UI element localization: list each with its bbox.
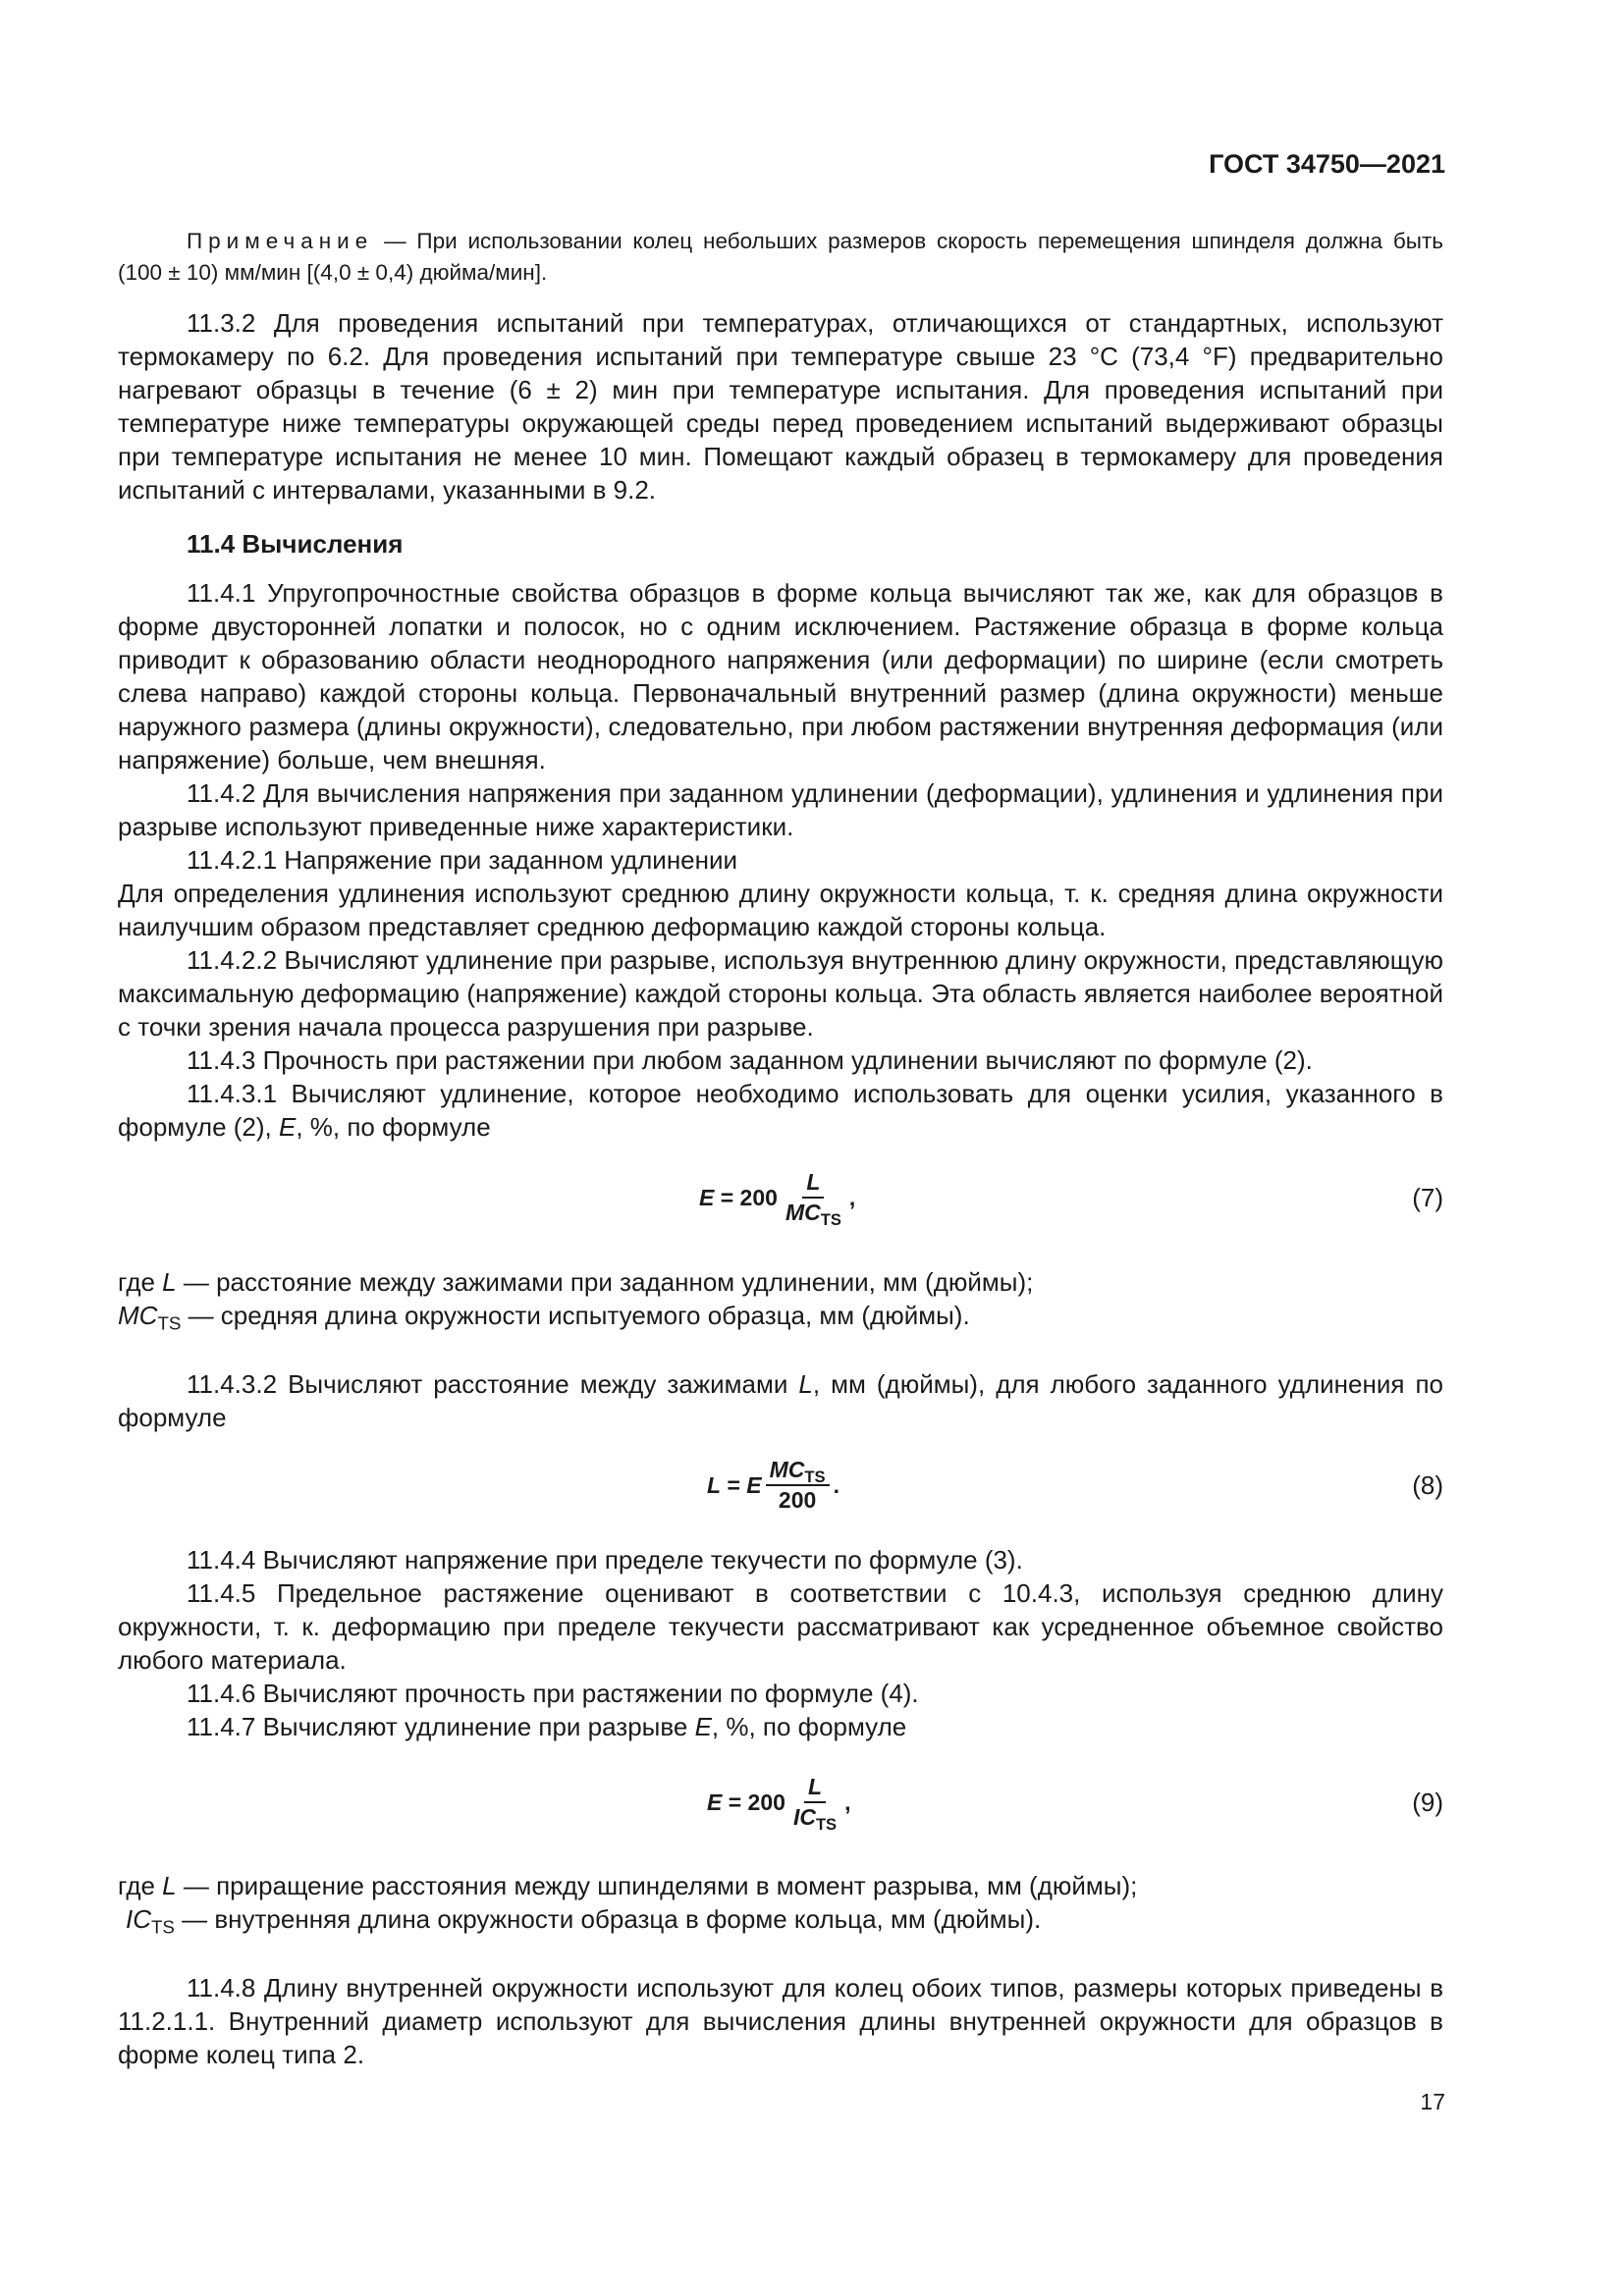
formula-9: [707, 1758, 850, 1846]
def-text: — приращение расстояния между шпинделями в момент разрыва, мм (дюймы);: [176, 1871, 1138, 1900]
formula-9-number: (9): [1412, 1787, 1443, 1817]
paragraph-11-4-3: 11.4.3 Прочность при растяжении при любом заданном удлинении вычисляют по формуле (2).: [187, 1045, 1313, 1075]
definition-l-increment: [118, 1869, 1137, 1902]
numerator: [802, 1169, 824, 1199]
fraction: [766, 1457, 830, 1514]
definition-mcts: [118, 1299, 970, 1332]
denominator-var: MC: [785, 1200, 821, 1225]
denominator-sub: TS: [815, 1814, 838, 1834]
def-symbol: MC: [118, 1301, 158, 1330]
formula-8-number: (8): [1412, 1469, 1443, 1500]
formula-equals: = 200: [722, 1789, 785, 1815]
paragraph-11-4-7: [118, 1710, 1443, 1743]
formula-7-row: [118, 1153, 1443, 1242]
formula-equals: = 200: [714, 1184, 778, 1210]
def-symbol: L: [162, 1871, 177, 1900]
text-run: , %, по формуле: [711, 1712, 907, 1741]
text-run: 11.4.3.2 Вычисляют расстояние между зажимами: [187, 1369, 799, 1399]
def-prefix: где: [118, 1871, 163, 1900]
section-heading: 11.4 Вычисления: [187, 529, 404, 559]
paragraph-11-4-5: 11.4.5 Предельное растяжение оценивают в соответствии с 10.4.3, используя среднюю длину окружности, т. к. деформацию при пределе текучести рассматривают как усредненное объемное свойство любого материала.: [118, 1578, 1443, 1675]
definition-icts: [126, 1902, 1041, 1936]
paragraph-11-4-2-1-body: Для определения удлинения используют среднюю длину окружности кольца, т. к. средняя длина окружности наилучшим образом представляет среднюю деформацию каждой стороны кольца.: [118, 879, 1443, 941]
formula-9-row: [118, 1758, 1443, 1846]
numerator-var: L: [806, 1169, 821, 1195]
variable-l: L: [798, 1369, 813, 1399]
paragraph-11-4-3-2: [118, 1367, 1443, 1434]
denominator-var: IC: [792, 1804, 816, 1830]
paragraph-11-4-2: 11.4.2 Для вычисления напряжения при заданном удлинении (деформации), удлинения и удлинения при разрыве используют приведенные ниже характеристики.: [118, 778, 1443, 841]
text-run: , мм (дюймы), для любого заданного удлинения по формуле: [118, 1369, 1443, 1432]
note: [118, 226, 1443, 289]
variable-e: E: [694, 1712, 712, 1741]
formula-7-number: (7): [1412, 1182, 1443, 1212]
def-symbol: L: [162, 1267, 177, 1297]
denominator: [782, 1199, 845, 1229]
numerator: [766, 1457, 830, 1486]
def-text: — внутренняя длина окружности образца в форме кольца, мм (дюймы).: [174, 1904, 1042, 1934]
formula-equals: =: [721, 1471, 747, 1498]
paragraph-11-4-2-2: 11.4.2.2 Вычисляют удлинение при разрыве, используя внутреннюю длину окружности, представляющую максимальную деформацию (напряжение) каждой стороны кольца. Эта область является наиболее вероятной с точки зрения начала процесса разрушения при разрыве.: [118, 945, 1443, 1041]
paragraph-11-4-1: 11.4.1 Упругопрочностные свойства образцов в форме кольца вычисляют так же, как для образцов в форме двусторонней лопатки и полосок, но с одним исключением. Растяжение образца в форме кольца приводит к образованию области неоднородного напряжения (или деформации) по ширине (если смотреть слева направо) каждой стороны кольца. Первоначальный внутренний размер (длина окружности) меньше наружного размера (длины окружности), следовательно, при любом растяжении внутренняя деформация (или напряжение) больше, чем внешняя.: [118, 578, 1443, 774]
formula-7: [699, 1153, 855, 1242]
formula-tail: ,: [844, 1789, 851, 1815]
def-symbol: IC: [126, 1904, 151, 1934]
text-run: 11.4.3.1 Вычисляют удлинение, которое необходимо использовать для оценки усилия, указанного в формуле (2),: [118, 1079, 1443, 1142]
def-prefix: где: [118, 1267, 163, 1297]
def-text: — средняя длина окружности испытуемого образца, мм (дюймы).: [181, 1301, 970, 1330]
paragraph-11-4-2-1: 11.4.2.1 Напряжение при заданном удлинении: [187, 845, 738, 875]
page-number: 17: [1420, 2089, 1445, 2114]
denominator-sub: TS: [820, 1209, 841, 1229]
numerator: [804, 1774, 826, 1803]
note-text: — При использовании колец небольших размеров скорость перемещения шпинделя должна быть (100 ± 10) мм/мин [(4,0 ± 0,4) дюйма/мин].: [118, 229, 1443, 285]
def-text: — расстояние между зажимами при заданном удлинении, мм (дюймы);: [176, 1267, 1034, 1297]
formula-lhs: L: [707, 1471, 722, 1498]
formula-factor: E: [746, 1471, 762, 1498]
denominator: [775, 1486, 820, 1514]
denominator-value: 200: [778, 1487, 817, 1513]
formula-tail: ,: [848, 1184, 856, 1210]
numerator-var: L: [807, 1774, 823, 1799]
denominator: [789, 1803, 840, 1834]
def-symbol-sub: TS: [157, 1312, 182, 1334]
def-symbol-sub: TS: [151, 1916, 175, 1938]
numerator-sub: TS: [804, 1467, 826, 1486]
paragraph-11-3-2: 11.3.2 Для проведения испытаний при температурах, отличающихся от стандартных, используют термокамеру по 6.2. Для проведения испытаний при температуре свыше 23 °С (73,4 °F) предварительно нагревают образцы в течение (6 ± 2) мин при температуре испытания. Для проведения испытаний при температуре ниже температуры окружающей среды перед проведением испытаний выдерживают образцы при температуре испытания не менее 10 мин. Помещают каждый образец в термокамеру для проведения испытаний с интервалами, указанными в 9.2.: [118, 308, 1443, 505]
formula-8: [707, 1441, 839, 1529]
paragraph-11-4-6: 11.4.6 Вычисляют прочность при растяжении по формуле (4).: [187, 1679, 919, 1708]
fraction: [782, 1169, 845, 1229]
formula-tail: .: [833, 1471, 839, 1498]
document-code: ГОСТ 34750—2021: [1209, 149, 1445, 179]
note-label: Примечание: [187, 229, 374, 253]
numerator-var: MC: [769, 1457, 805, 1482]
formula-8-row: [118, 1441, 1443, 1529]
fraction: [789, 1774, 840, 1834]
definition-l: [118, 1265, 1033, 1299]
paragraph-11-4-3-1: [118, 1077, 1443, 1144]
text-run: 11.4.7 Вычисляют удлинение при разрыве: [187, 1712, 695, 1741]
variable-e: E: [279, 1112, 297, 1142]
text-run: , %, по формуле: [296, 1112, 491, 1142]
paragraph-11-4-8: 11.4.8 Длину внутренней окружности используют для колец обоих типов, размеры которых приведены в 11.2.1.1. Внутренний диаметр используют для вычисления длины внутренней окружности для образцов в форме колец типа 2.: [118, 1973, 1443, 2069]
formula-lhs: E: [707, 1789, 723, 1815]
formula-lhs: E: [699, 1184, 715, 1210]
paragraph-11-4-4: 11.4.4 Вычисляют напряжение при пределе текучести по формуле (3).: [187, 1545, 1023, 1575]
